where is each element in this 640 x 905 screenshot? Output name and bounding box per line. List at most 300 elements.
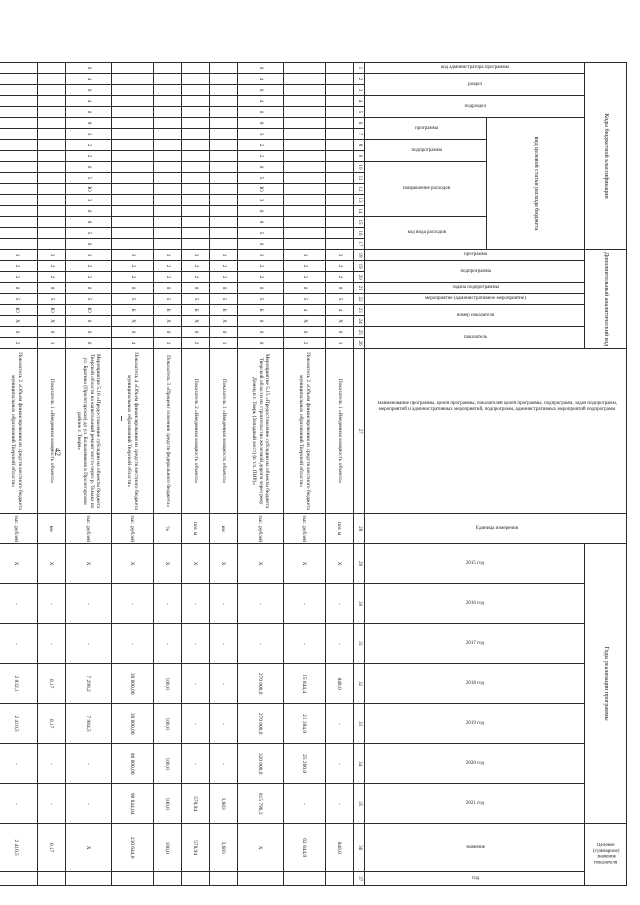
code-digit-cell: Ю bbox=[0, 305, 37, 316]
code-digit-cell bbox=[153, 206, 181, 217]
code-digit-cell bbox=[37, 63, 65, 74]
code-digit-cell: Б bbox=[237, 305, 283, 316]
value-2018: 7 298,2 bbox=[65, 664, 111, 704]
code-digit-cell bbox=[37, 96, 65, 107]
code-digit-cell: 5 bbox=[65, 294, 111, 305]
row-description: Показатель 2 «Объем финансирования из средств местного бюджета муниципальных образований Тверской области» bbox=[0, 349, 37, 514]
code-digit-cell bbox=[209, 129, 237, 140]
value-2015: Х bbox=[283, 544, 325, 584]
code-digit-cell bbox=[153, 151, 181, 162]
row-unit: тыс. рублей bbox=[65, 514, 111, 544]
row-unit: % bbox=[153, 514, 181, 544]
subsection-header: подраздел bbox=[364, 96, 584, 118]
value-2019: - bbox=[209, 704, 237, 744]
code-digit-cell: 0 bbox=[65, 283, 111, 294]
code-digit-cell: 1 bbox=[37, 338, 65, 349]
code-digit-cell: 0 bbox=[237, 327, 283, 338]
code-digit-cell: 2 bbox=[37, 272, 65, 283]
code-digit-cell bbox=[153, 239, 181, 250]
target-value: Х bbox=[65, 824, 111, 872]
value-2020: - bbox=[325, 744, 353, 784]
code-digit-cell bbox=[0, 107, 37, 118]
column-index-cell: 3 bbox=[353, 85, 364, 96]
code-digit-cell bbox=[283, 63, 325, 74]
code-digit-cell: 0 bbox=[237, 206, 283, 217]
code-digit-cell: 0 bbox=[237, 316, 283, 327]
column-index-cell: 12 bbox=[353, 184, 364, 195]
code-digit-cell bbox=[325, 96, 353, 107]
value-2018: 30 000,00 bbox=[111, 664, 153, 704]
code-digit-cell bbox=[325, 228, 353, 239]
code-digit-cell bbox=[0, 140, 37, 151]
column-index-cell: 7 bbox=[353, 129, 364, 140]
code-digit-cell: 3 bbox=[325, 250, 353, 261]
code-digit-cell bbox=[111, 63, 153, 74]
value-2018: - bbox=[181, 664, 209, 704]
code-digit-cell: 4 bbox=[237, 74, 283, 85]
code-digit-cell bbox=[111, 118, 153, 129]
row-unit: пог. м bbox=[181, 514, 209, 544]
target-year bbox=[65, 872, 111, 886]
code-digit-cell: 0 bbox=[237, 63, 283, 74]
code-digit-cell: 3 bbox=[65, 250, 111, 261]
code-digit-cell bbox=[111, 129, 153, 140]
code-digit-cell: 0 bbox=[181, 283, 209, 294]
target-value: 2 410,5 bbox=[0, 824, 37, 872]
column-index-cell: 24 bbox=[353, 316, 364, 327]
code-digit-cell bbox=[325, 195, 353, 206]
year-2018-header: 2018 год bbox=[364, 664, 584, 704]
code-digit-cell bbox=[37, 217, 65, 228]
code-digit-cell: 0 bbox=[65, 338, 111, 349]
target-year bbox=[37, 872, 65, 886]
column-index-cell: 22 bbox=[353, 294, 364, 305]
code-digit-cell bbox=[209, 85, 237, 96]
value-2021: 90 644,04 bbox=[111, 784, 153, 824]
code-digit-cell bbox=[209, 206, 237, 217]
column-index-cell: 30 bbox=[353, 584, 364, 624]
code-digit-cell: Б bbox=[111, 305, 153, 316]
code-digit-cell: 2 bbox=[237, 272, 283, 283]
indicator-row bbox=[111, 63, 153, 886]
code-digit-cell bbox=[283, 239, 325, 250]
code-digit-cell: 0 bbox=[283, 283, 325, 294]
column-index-cell: 1 bbox=[353, 63, 364, 74]
value-2019: - bbox=[181, 704, 209, 744]
code-digit-cell: 2 bbox=[153, 261, 181, 272]
code-digit-cell bbox=[111, 217, 153, 228]
value-2020: 320 000,0 bbox=[237, 744, 283, 784]
code-digit-cell bbox=[0, 206, 37, 217]
target-year bbox=[237, 872, 283, 886]
code-digit-cell: Х bbox=[153, 316, 181, 327]
code-digit-cell bbox=[153, 118, 181, 129]
code-digit-cell bbox=[181, 195, 209, 206]
value-2017: - bbox=[181, 624, 209, 664]
code-digit-cell bbox=[181, 184, 209, 195]
code-digit-cell: 0 bbox=[237, 85, 283, 96]
code-digit-cell bbox=[209, 239, 237, 250]
code-digit-cell: 5 bbox=[283, 294, 325, 305]
column-index-cell: 34 bbox=[353, 744, 364, 784]
value-2021: 578,94 bbox=[181, 784, 209, 824]
target-year bbox=[325, 872, 353, 886]
code-digit-cell bbox=[283, 129, 325, 140]
value-2017: - bbox=[237, 624, 283, 664]
value-2016: - bbox=[0, 584, 37, 624]
code-digit-cell bbox=[181, 85, 209, 96]
column-index-cell: 33 bbox=[353, 704, 364, 744]
code-digit-cell bbox=[283, 162, 325, 173]
direction-header: направление расходов bbox=[364, 162, 486, 217]
target-year bbox=[0, 872, 37, 886]
code-digit-cell: 2 bbox=[283, 338, 325, 349]
code-digit-cell: 5 bbox=[65, 173, 111, 184]
value-2021: 100,0 bbox=[153, 784, 181, 824]
value-2016: - bbox=[237, 584, 283, 624]
column-index-cell: 18 bbox=[353, 250, 364, 261]
code-digit-cell: 2 bbox=[181, 272, 209, 283]
code-digit-cell: 0 bbox=[65, 239, 111, 250]
code-digit-cell: 0 bbox=[111, 327, 153, 338]
value-2020: - bbox=[0, 744, 37, 784]
code-digit-cell: 0 bbox=[209, 283, 237, 294]
measure-header: мероприятие (административное мероприятие) bbox=[364, 294, 584, 305]
value-2019: 100,0 bbox=[153, 704, 181, 744]
code-digit-cell bbox=[111, 85, 153, 96]
column-index-cell: 27 bbox=[353, 349, 364, 514]
code-digit-cell bbox=[0, 162, 37, 173]
code-digit-cell bbox=[111, 195, 153, 206]
code-digit-cell bbox=[181, 228, 209, 239]
code-digit-cell bbox=[111, 140, 153, 151]
code-digit-cell: 0 bbox=[237, 239, 283, 250]
code-digit-cell bbox=[209, 107, 237, 118]
code-digit-cell bbox=[283, 228, 325, 239]
code-digit-cell bbox=[283, 107, 325, 118]
code-digit-cell: 0 bbox=[153, 327, 181, 338]
value-2018: 15 844,4 bbox=[283, 664, 325, 704]
code-digit-cell bbox=[325, 151, 353, 162]
code-digit-cell bbox=[181, 74, 209, 85]
row-description: Показатель 2 «Введенная мощность объекта» bbox=[181, 349, 209, 514]
rotated-table-wrapper bbox=[10, 62, 627, 885]
code-digit-cell bbox=[209, 63, 237, 74]
value-2015: Х bbox=[153, 544, 181, 584]
code-digit-cell: 9 bbox=[237, 118, 283, 129]
code-digit-cell bbox=[111, 239, 153, 250]
row-description: Мероприятие 5.16 «Предоставление субсидии на объекты бюджета Тверской области на капитальный ремонт моста через р. Тьмака по ул. Брагина (Пролетарская) до ул. Большевиков в Пролетарском районе г. Твери» bbox=[65, 349, 111, 514]
code-digit-cell bbox=[0, 184, 37, 195]
code-digit-cell bbox=[283, 173, 325, 184]
value-2017: - bbox=[325, 624, 353, 664]
indicator-no-header: номер показателя bbox=[364, 305, 584, 327]
value-2015: Х bbox=[111, 544, 153, 584]
code-digit-cell: 0 bbox=[283, 327, 325, 338]
row-description: Показатель 4 «Объем финансирования из средств местного бюджета муниципальных образований Тверской области» bbox=[111, 349, 153, 514]
value-2020: - bbox=[181, 744, 209, 784]
value-2016: - bbox=[65, 584, 111, 624]
code-digit-cell bbox=[325, 217, 353, 228]
code-digit-cell bbox=[37, 162, 65, 173]
code-digit-cell: 0 bbox=[237, 162, 283, 173]
code-digit-cell: 5 bbox=[37, 294, 65, 305]
column-index-cell: 21 bbox=[353, 283, 364, 294]
code-digit-cell bbox=[0, 118, 37, 129]
code-digit-cell bbox=[209, 96, 237, 107]
code-digit-cell bbox=[153, 184, 181, 195]
code-digit-cell: 2 bbox=[65, 261, 111, 272]
row-unit: км bbox=[209, 514, 237, 544]
code-digit-cell: 2 bbox=[209, 261, 237, 272]
code-digit-cell bbox=[181, 140, 209, 151]
code-digit-cell: 2 bbox=[65, 272, 111, 283]
indicator-row bbox=[181, 63, 209, 886]
subprogram-header: подпрограмма bbox=[364, 140, 486, 162]
row-description: Показатель 2 «Объем финансирования из средств местного бюджета муниципальных образований Тверской области» bbox=[283, 349, 325, 514]
value-2021: - bbox=[283, 784, 325, 824]
code-digit-cell: 0 bbox=[237, 283, 283, 294]
indicator-row bbox=[325, 63, 353, 886]
column-index-cell: 9 bbox=[353, 151, 364, 162]
code-digit-cell bbox=[181, 118, 209, 129]
code-digit-cell bbox=[209, 184, 237, 195]
column-index-cell: 29 bbox=[353, 544, 364, 584]
code-digit-cell bbox=[181, 217, 209, 228]
code-digit-cell bbox=[283, 184, 325, 195]
row-description: Мероприятие 5.15 «Предоставление субсидии на объекты бюджета Тверской области на строительство железной дороги через реку Донец в г. Тверь (Западный мост) (в т.ч. ПИР)» bbox=[237, 349, 283, 514]
code-digit-cell bbox=[153, 173, 181, 184]
value-2021: - bbox=[0, 784, 37, 824]
code-digit-cell: 0 bbox=[37, 327, 65, 338]
code-digit-cell bbox=[325, 118, 353, 129]
code-digit-cell: Б bbox=[181, 305, 209, 316]
code-digit-cell bbox=[111, 107, 153, 118]
admin-code-header: код администратора программы bbox=[364, 63, 584, 74]
code-digit-cell bbox=[37, 118, 65, 129]
code-digit-cell: 0 bbox=[65, 316, 111, 327]
column-index-cell: 8 bbox=[353, 140, 364, 151]
code-digit-cell bbox=[111, 96, 153, 107]
column-index-cell: 26 bbox=[353, 338, 364, 349]
target-year-header: год bbox=[364, 872, 584, 886]
value-2016: - bbox=[209, 584, 237, 624]
value-2017: - bbox=[153, 624, 181, 664]
year-2016-header: 2016 год bbox=[364, 584, 584, 624]
code-digit-cell: 0 bbox=[237, 107, 283, 118]
code-digit-cell: Ю bbox=[65, 305, 111, 316]
measure-row bbox=[65, 63, 111, 886]
code-digit-cell bbox=[325, 85, 353, 96]
column-index-cell: 36 bbox=[353, 824, 364, 872]
code-digit-cell: 2 bbox=[283, 272, 325, 283]
code-digit-cell bbox=[325, 173, 353, 184]
value-2017: - bbox=[37, 624, 65, 664]
value-2016: - bbox=[283, 584, 325, 624]
code-digit-cell: Х bbox=[209, 316, 237, 327]
program-code-header: программа bbox=[364, 250, 584, 261]
code-digit-cell: Ю bbox=[65, 184, 111, 195]
code-digit-cell: 2 bbox=[111, 272, 153, 283]
column-index-cell: 5 bbox=[353, 107, 364, 118]
task-header: задача подпрограммы bbox=[364, 283, 584, 294]
row-description: Показатель 1 «Введенная мощность объекта» bbox=[209, 349, 237, 514]
code-digit-cell bbox=[325, 107, 353, 118]
code-digit-cell: 0 bbox=[325, 283, 353, 294]
value-2018: - bbox=[209, 664, 237, 704]
target-year bbox=[209, 872, 237, 886]
code-digit-cell bbox=[111, 173, 153, 184]
value-2018: 2 832,1 bbox=[0, 664, 37, 704]
code-digit-cell: 0 bbox=[181, 327, 209, 338]
code-digit-cell bbox=[0, 195, 37, 206]
measure-row bbox=[237, 63, 283, 886]
column-index-cell: 25 bbox=[353, 327, 364, 338]
code-digit-cell bbox=[181, 206, 209, 217]
code-digit-cell bbox=[37, 107, 65, 118]
code-digit-cell: 5 bbox=[237, 173, 283, 184]
target-value: 62 844,0 bbox=[283, 824, 325, 872]
column-index-cell: 16 bbox=[353, 228, 364, 239]
row-unit: км bbox=[37, 514, 65, 544]
code-digit-cell bbox=[0, 129, 37, 140]
column-index-cell: 6 bbox=[353, 118, 364, 129]
page-number: 42 bbox=[53, 448, 62, 456]
code-digit-cell: 3 bbox=[237, 129, 283, 140]
budget-codes-header: Коды бюджетной классификации bbox=[584, 63, 626, 250]
code-digit-cell: 2 bbox=[65, 151, 111, 162]
code-digit-cell bbox=[37, 151, 65, 162]
code-digit-cell: 2 bbox=[283, 261, 325, 272]
value-2021: 815 796,3 bbox=[237, 784, 283, 824]
value-2015: Х bbox=[181, 544, 209, 584]
value-2020: - bbox=[37, 744, 65, 784]
row-description: Показатель 1 «Введенная мощность объекта» bbox=[325, 349, 353, 514]
target-value: 100,0 bbox=[153, 824, 181, 872]
value-2018: 100,0 bbox=[153, 664, 181, 704]
code-digit-cell: 5 bbox=[325, 294, 353, 305]
program-indicators-table bbox=[0, 62, 627, 886]
code-digit-cell: 0 bbox=[0, 283, 37, 294]
value-2019: - bbox=[325, 704, 353, 744]
value-2015: Х bbox=[237, 544, 283, 584]
value-2019: 2 410,5 bbox=[0, 704, 37, 744]
code-digit-cell bbox=[37, 140, 65, 151]
value-2017: - bbox=[283, 624, 325, 664]
column-index-cell: 23 bbox=[353, 305, 364, 316]
code-digit-cell: 3 bbox=[181, 250, 209, 261]
code-digit-cell bbox=[325, 239, 353, 250]
code-digit-cell: 4 bbox=[111, 338, 153, 349]
code-digit-cell bbox=[37, 129, 65, 140]
code-digit-cell: 0 bbox=[65, 327, 111, 338]
code-digit-cell: 5 bbox=[237, 294, 283, 305]
indicator-row bbox=[283, 63, 325, 886]
code-digit-cell bbox=[181, 173, 209, 184]
code-digit-cell: Х bbox=[283, 316, 325, 327]
code-digit-cell bbox=[111, 162, 153, 173]
value-2020: 80 000,00 bbox=[111, 744, 153, 784]
target-value: 848,0 bbox=[325, 824, 353, 872]
code-digit-cell: 8 bbox=[65, 217, 111, 228]
code-digit-cell: 3 bbox=[65, 129, 111, 140]
value-2020: - bbox=[209, 744, 237, 784]
subprogram-code-header: подпрограмма bbox=[364, 261, 584, 283]
value-2015: Х bbox=[37, 544, 65, 584]
code-digit-cell: 3 bbox=[153, 250, 181, 261]
value-2016: - bbox=[111, 584, 153, 624]
target-value: 578,94 bbox=[181, 824, 209, 872]
code-digit-cell bbox=[209, 118, 237, 129]
code-digit-cell: 5 bbox=[153, 294, 181, 305]
code-digit-cell: 0 bbox=[65, 206, 111, 217]
code-digit-cell: 0 bbox=[209, 327, 237, 338]
code-digit-cell: Х bbox=[325, 316, 353, 327]
code-digit-cell bbox=[0, 63, 37, 74]
code-digit-cell bbox=[111, 206, 153, 217]
code-digit-cell bbox=[325, 63, 353, 74]
code-digit-cell: 3 bbox=[153, 338, 181, 349]
column-index-row bbox=[353, 63, 364, 886]
code-digit-cell: 4 bbox=[283, 305, 325, 316]
column-index-cell: 2 bbox=[353, 74, 364, 85]
code-digit-cell bbox=[209, 74, 237, 85]
value-2016: - bbox=[325, 584, 353, 624]
code-digit-cell bbox=[181, 129, 209, 140]
code-digit-cell bbox=[37, 184, 65, 195]
value-2015: Х bbox=[0, 544, 37, 584]
column-index-cell: 31 bbox=[353, 624, 364, 664]
code-digit-cell: Х bbox=[0, 316, 37, 327]
code-digit-cell bbox=[111, 74, 153, 85]
code-digit-cell: 4 bbox=[65, 96, 111, 107]
code-digit-cell: 3 bbox=[237, 195, 283, 206]
target-year bbox=[283, 872, 325, 886]
code-digit-cell bbox=[153, 96, 181, 107]
column-index-cell: 32 bbox=[353, 664, 364, 704]
row-unit: тыс. рублей bbox=[237, 514, 283, 544]
indicator-row bbox=[37, 63, 65, 886]
code-digit-cell bbox=[209, 228, 237, 239]
code-digit-cell: 3 bbox=[209, 250, 237, 261]
code-digit-cell bbox=[209, 195, 237, 206]
code-digit-cell bbox=[283, 206, 325, 217]
value-2017: - bbox=[111, 624, 153, 664]
code-digit-cell: 3 bbox=[111, 250, 153, 261]
year-2020-header: 2020 год bbox=[364, 744, 584, 784]
value-2016: - bbox=[153, 584, 181, 624]
code-digit-cell bbox=[325, 140, 353, 151]
code-digit-cell bbox=[283, 195, 325, 206]
code-digit-cell: Х bbox=[111, 316, 153, 327]
code-digit-cell bbox=[181, 239, 209, 250]
code-digit-cell bbox=[153, 85, 181, 96]
description-header: Наименование программы, целей программы, показателей целей программы, подпрограмм, задач подпрограмм, мероприятий и административных мероприятий, подпрограмм, административных мероприятий подпрограмм bbox=[364, 349, 626, 514]
row-unit: тыс. рублей bbox=[111, 514, 153, 544]
column-index-cell: 4 bbox=[353, 96, 364, 107]
column-index-cell: 17 bbox=[353, 239, 364, 250]
code-digit-cell: Б bbox=[153, 305, 181, 316]
year-2021-header: 2021 год bbox=[364, 784, 584, 824]
code-digit-cell bbox=[283, 140, 325, 151]
code-digit-cell: Ю bbox=[37, 305, 65, 316]
value-2015: Х bbox=[209, 544, 237, 584]
column-index-cell: 35 bbox=[353, 784, 364, 824]
code-digit-cell bbox=[153, 195, 181, 206]
code-digit-cell: 5 bbox=[111, 294, 153, 305]
code-digit-cell bbox=[153, 107, 181, 118]
code-digit-cell bbox=[0, 228, 37, 239]
